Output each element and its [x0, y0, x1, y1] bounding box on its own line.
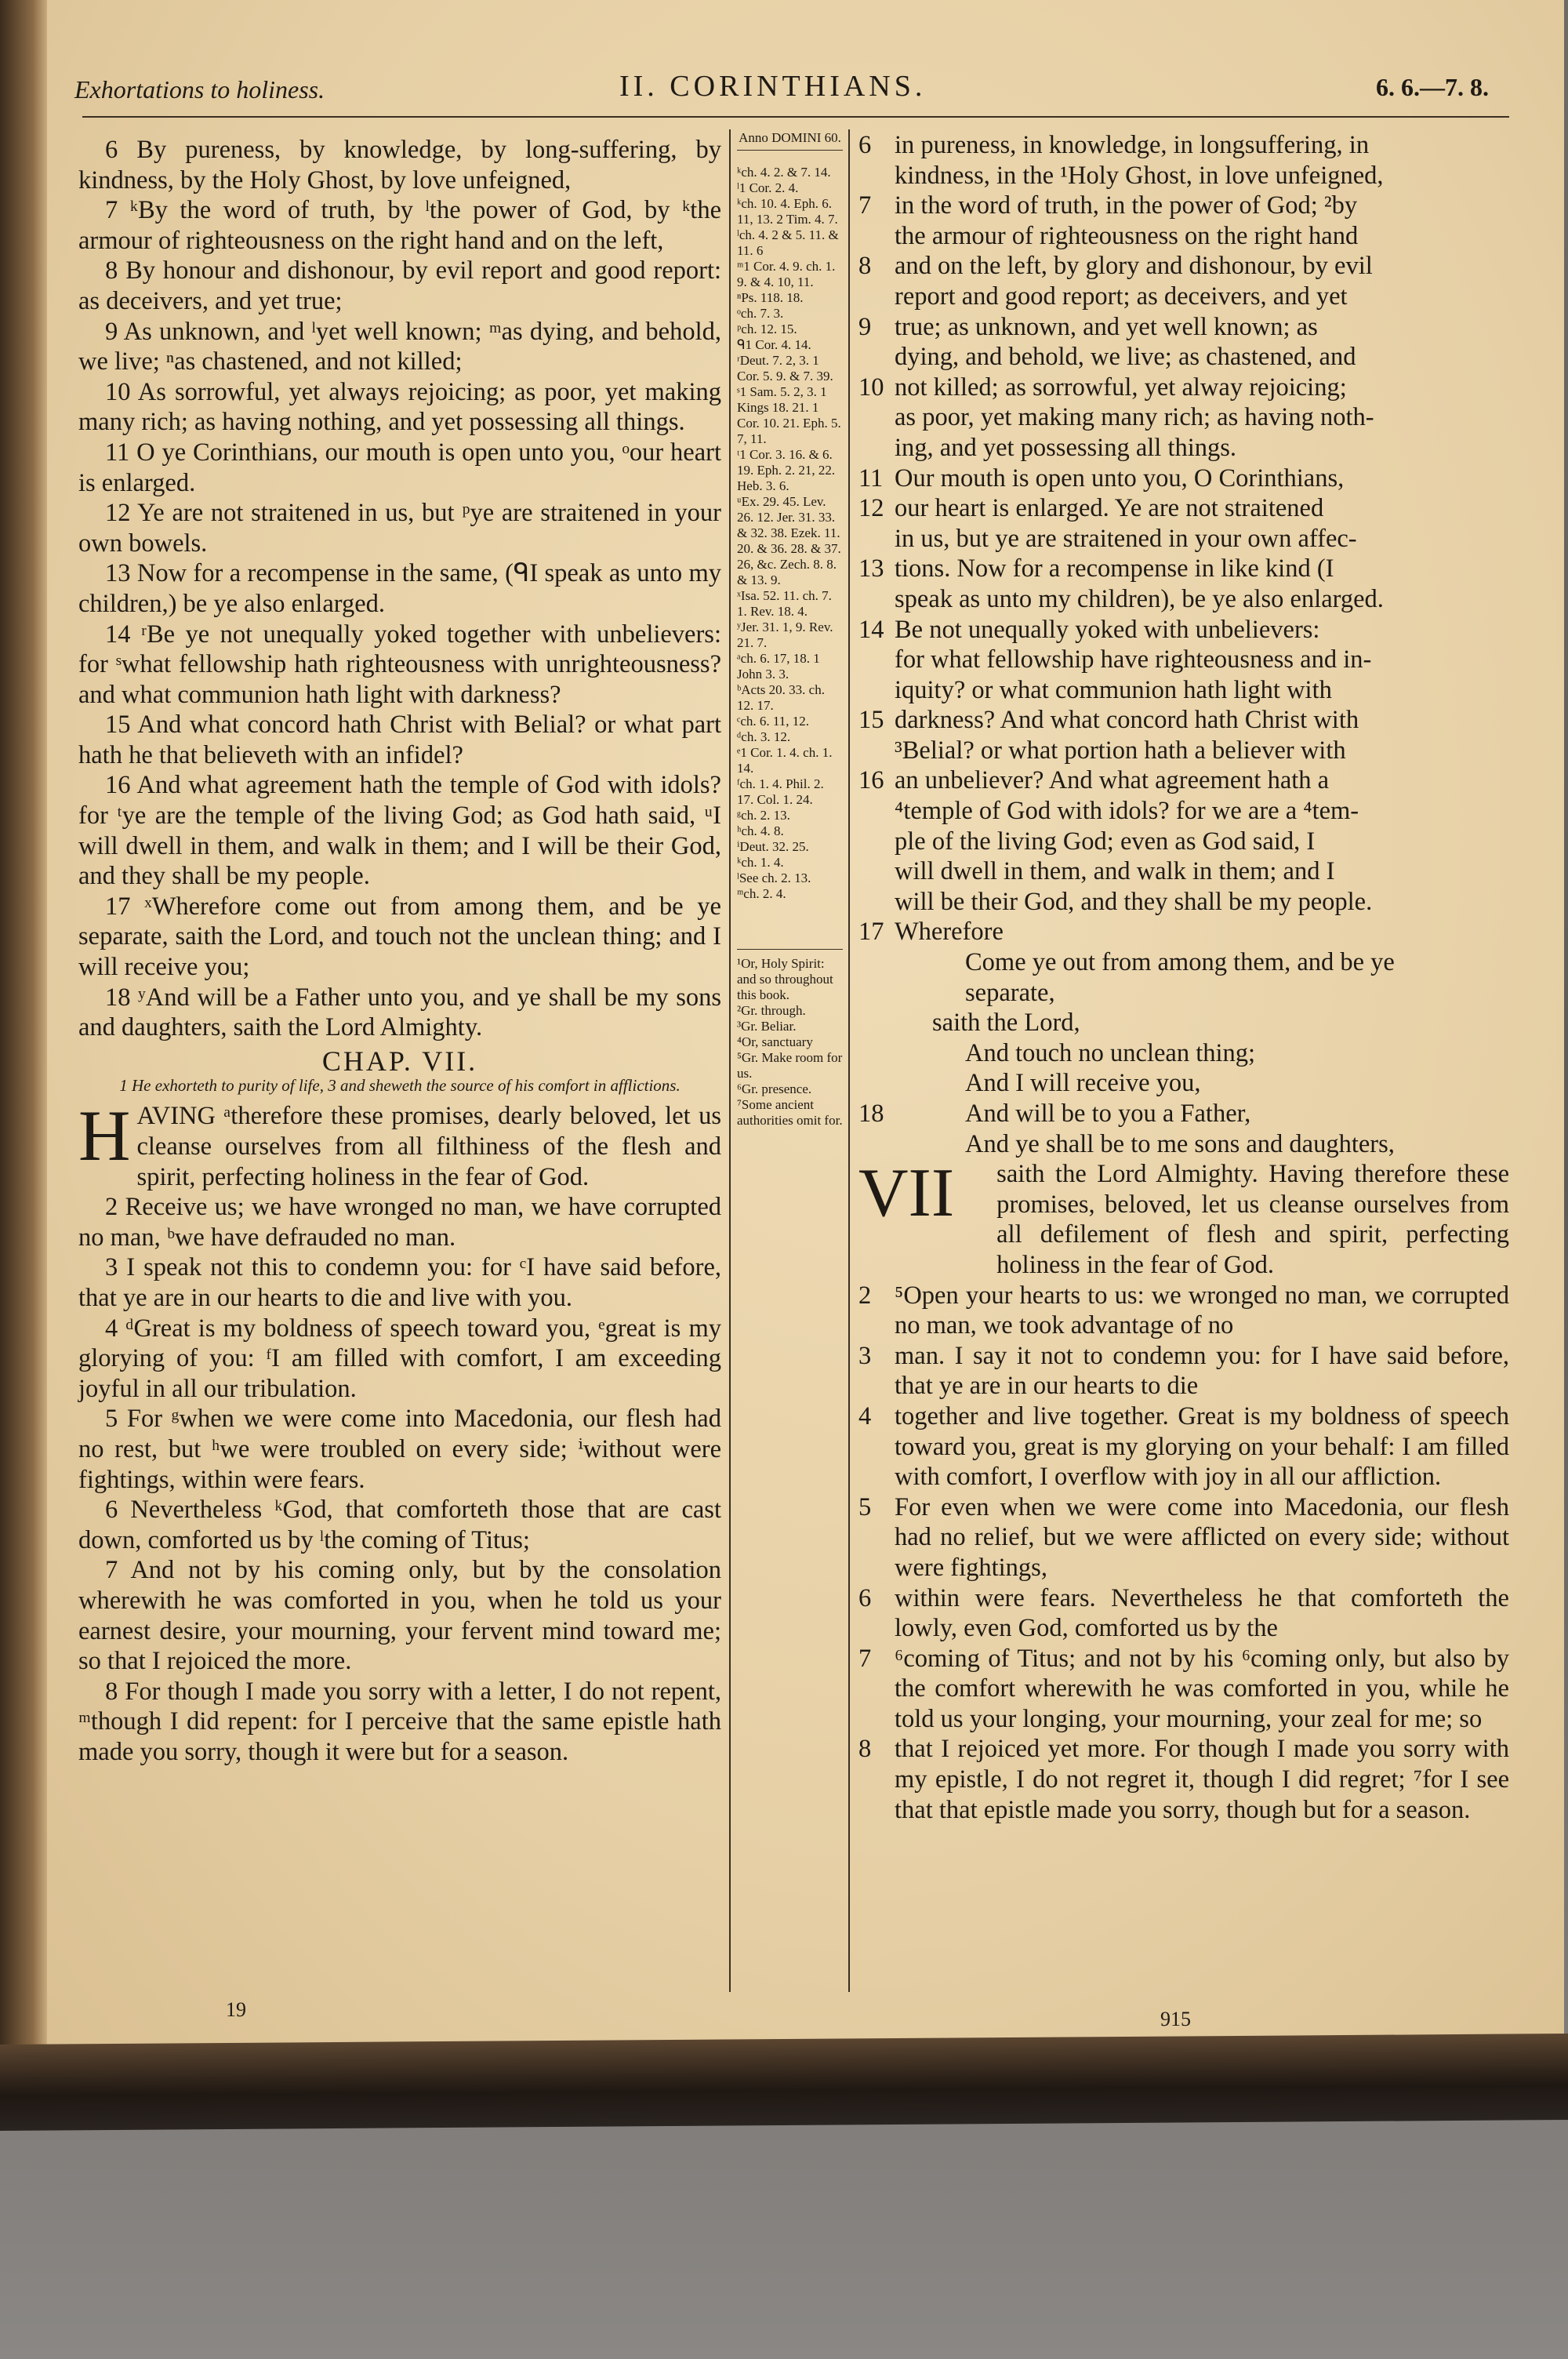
cross-reference: ᵏch. 4. 2. & 7. 14.: [737, 165, 831, 180]
verse-text: Come ye out from among them, and be ye: [965, 948, 1395, 977]
rv-chapter-7: [858, 1155, 1509, 1825]
verse-number: [858, 796, 895, 827]
margin-references: [737, 130, 843, 1129]
verse-number: [858, 645, 895, 675]
verse-text: together and live together. Great is my boldness of speech toward you, great is my glorying on your behalf: I am filled with comfort, I overflow with joy in all our affliction.: [895, 1401, 1509, 1492]
verse-line: [858, 1734, 1509, 1825]
footnote: ³Gr. Beliar.: [737, 1019, 797, 1034]
chapter-summary: 1 He exhorteth to purity of life, 3 and sheweth the source of his comfort in afflictions.: [119, 1076, 681, 1096]
cross-reference: ᵐ1 Cor. 4. 9. ch. 1. 9. & 4. 10, 11.: [737, 259, 836, 289]
verse-line: [858, 584, 1509, 615]
verse-number: [858, 827, 895, 857]
verse-text: ing, and yet possessing all things.: [895, 433, 1237, 462]
verse-number: 8: [858, 1735, 872, 1764]
chapter-7-verses: [78, 1096, 721, 1767]
page-edge: [0, 2034, 1568, 2131]
cross-reference: ʸJer. 31. 1, 9. Rev. 21. 7.: [737, 620, 833, 650]
verse: 15 And what concord hath Christ with Belial? or what part hath he that believeth with an infidel?: [78, 711, 721, 769]
verse-text: And ye shall be to me sons and daughters,: [965, 1129, 1395, 1158]
rv-drop-capital: VII: [858, 1155, 955, 1232]
cross-reference: ʰch. 4. 8.: [737, 823, 784, 838]
verse-number: [858, 161, 895, 191]
verse-line: [858, 675, 1509, 706]
verse-line: [858, 615, 1509, 645]
verse-number: [858, 1038, 895, 1069]
verse-text: man. I say it not to condemn you: for I have said before, that ye are in our hearts to die: [895, 1341, 1509, 1401]
cross-reference: ⁱDeut. 32. 25.: [737, 839, 809, 854]
cross-reference: ᵈch. 3. 12.: [737, 729, 791, 744]
verse: 8 By honour and dishonour, by evil report and good report: as deceivers, and yet true;: [78, 256, 721, 315]
verse-text: will dwell in them, and walk in them; and I: [895, 857, 1335, 886]
rv-chapter-6: [858, 130, 1509, 947]
cross-reference: ᵗ1 Cor. 3. 16. & 6. 19. Eph. 2. 21, 22. Heb. 3. 6.: [737, 447, 836, 493]
verse-text: saith the Lord,: [932, 1009, 1080, 1038]
drop-capital: H: [78, 1096, 131, 1176]
verse-line: [858, 1492, 1509, 1583]
verse-line: [858, 978, 1509, 1009]
verse-text: in us, but ye are straitened in your own affec-: [895, 524, 1357, 553]
column-divider-left: [729, 129, 731, 1992]
cross-reference: ᑫ1 Cor. 4. 14.: [737, 337, 811, 352]
verse-number: 7: [858, 1644, 872, 1673]
cross-reference: ᵐch. 2. 4.: [737, 886, 786, 901]
verse: 9 As unknown, and ˡyet well known; ᵐas dying, and behold, we live; ⁿas chastened, and not killed;: [78, 317, 721, 376]
verse: 6 By pureness, by knowledge, by long-suffering, by kindness, by the Holy Ghost, by love unfeigned,: [78, 136, 721, 194]
verse-number: 15: [858, 706, 884, 735]
cross-reference: ˢ1 Sam. 5. 2, 3. 1 Kings 18. 21. 1 Cor. 10. 21. Eph. 5. 7, 11.: [737, 384, 841, 446]
verse-line: [858, 736, 1509, 766]
verse-number: [858, 947, 895, 978]
verse-line: [858, 827, 1509, 857]
verse-line: [858, 463, 1509, 494]
verse-line: [858, 161, 1509, 191]
verse-line: [858, 433, 1509, 463]
footnote: ⁵Gr. Make room for us.: [737, 1050, 843, 1081]
footnote: ⁴Or, sanctuary: [737, 1034, 813, 1049]
anno-domini: Anno DOMINI 60.: [737, 130, 843, 151]
cross-reference: ᵇActs 20. 33. ch. 12. 17.: [737, 682, 825, 713]
verse-number: 6: [858, 1583, 872, 1612]
verse-text: iquity? or what communion hath light with: [895, 675, 1332, 704]
verse-text: kindness, in the ¹Holy Ghost, in love unfeigned,: [895, 161, 1384, 190]
verse-text: will be their God, and they shall be my people.: [895, 887, 1373, 916]
footnote: ²Gr. through.: [737, 1003, 806, 1018]
cross-reference: ᵒch. 7. 3.: [737, 306, 784, 321]
verse-number: 9: [858, 312, 872, 341]
cross-reference: ᶠch. 1. 4. Phil. 2. 17. Col. 1. 24.: [737, 776, 824, 807]
verse: AVING ᵃtherefore these promises, dearly beloved, let us cleanse ourselves from all filthiness of the flesh and spirit, perfecting holiness in the fear of God.: [136, 1102, 721, 1191]
verse-line: [858, 1401, 1509, 1492]
verse-number: 8: [858, 252, 872, 281]
chapter-6-verses: [78, 135, 721, 1043]
verse-text: the armour of righteousness on the right hand: [895, 221, 1359, 250]
verse-text: saith the Lord Almighty. Having therefore these promises, beloved, let us cleanse ourselves from all defilement of flesh and spirit, perfecting holiness in the fear of God.: [996, 1160, 1509, 1279]
verse-number: 17: [858, 918, 884, 947]
verse-text: For even when we were come into Macedonia, our flesh had no relief, but we were afflicted on every side; without were fightings,: [895, 1492, 1509, 1582]
verse-line: [858, 554, 1509, 584]
verse-text: an unbeliever? And what agreement hath a: [895, 766, 1330, 795]
verse-text: for what fellowship have righteousness and in-: [895, 645, 1372, 674]
verse-number: 6: [858, 131, 872, 159]
verse-number: 5: [858, 1492, 872, 1521]
column-divider-right: [848, 129, 850, 1992]
verse-number: [858, 524, 895, 554]
verse-text: ⁴temple of God with idols? for we are a ⁴tem-: [895, 797, 1359, 826]
verse: 13 Now for a recompense in the same, (ᑫI speak as unto my children,) be ye also enlarged.: [78, 559, 721, 618]
cross-reference: ʳDeut. 7. 2, 3. 1 Cor. 5. 9. & 7. 39.: [737, 353, 833, 383]
verse-number: 4: [858, 1401, 872, 1430]
verse-number: [858, 856, 895, 887]
cross-reference: ˡ1 Cor. 2. 4.: [737, 180, 799, 195]
signature-mark: 19: [226, 1998, 246, 2021]
footnote: ⁶Gr. presence.: [737, 1081, 812, 1096]
verse-line: [858, 1099, 1509, 1129]
verse-line: [858, 221, 1509, 252]
verse-line: [858, 887, 1509, 918]
verse-text: report and good report; as deceivers, and yet: [895, 282, 1348, 311]
verse-text: ⁶coming of Titus; and not by his ⁶coming only, but also by the comfort wherewith he was comforted in you, while he told us your longing, your mourning, your zeal for me; so: [895, 1644, 1509, 1733]
verse-line: [858, 524, 1509, 554]
verse-line: [858, 947, 1509, 978]
cross-reference: ᵘEx. 29. 45. Lev. 26. 12. Jer. 31. 33. & 32. 38. Ezek. 11. 20. & 36. 28. & 37. 26, &c. Zech. 8. 8. & 13. 9.: [737, 494, 841, 587]
chapter-verse-range: 6. 6.—7. 8.: [1376, 73, 1489, 101]
book-spine: [0, 0, 47, 2086]
page-number: 915: [1160, 2008, 1191, 2030]
verse-line: [858, 705, 1509, 736]
cross-reference: ˡch. 4. 2 & 5. 11. & 11. 6: [737, 227, 839, 258]
verse-line: [858, 645, 1509, 675]
verse-number: 18: [858, 1100, 884, 1128]
verse-text: separate,: [965, 978, 1055, 1007]
footnote: ⁷Some ancient authorities omit for.: [737, 1097, 843, 1128]
verse-number: [858, 433, 895, 463]
verse-line: [858, 1281, 1509, 1341]
verse-number: 16: [858, 766, 884, 795]
verse-number: [858, 282, 895, 312]
cross-reference: ᶜch. 6. 11, 12.: [737, 714, 810, 729]
verse-line: [858, 1008, 1509, 1038]
verse-number: [858, 584, 895, 615]
verse-text: in the word of truth, in the power of God; ²by: [895, 191, 1358, 220]
verse-line: [858, 1129, 1509, 1160]
verse-text: ⁵Open your hearts to us: we wronged no man, we corrupted no man, we took advantage of no: [895, 1281, 1509, 1340]
verse-number: [858, 887, 895, 918]
verse-text: Our mouth is open unto you, O Corinthians,: [895, 463, 1345, 493]
rv-poetry: [858, 947, 1509, 1159]
cross-reference: ˡSee ch. 2. 13.: [737, 871, 811, 885]
verse-text: ³Belial? or what portion hath a believer with: [895, 736, 1346, 765]
cross-reference: ᵃch. 6. 17, 18. 1 John 3. 3.: [737, 651, 820, 682]
verse-text: And I will receive you,: [965, 1069, 1201, 1098]
verse: 12 Ye are not straitened in us, but ᵖye are straitened in your own bowels.: [78, 499, 721, 558]
verse-line: [960, 1159, 1509, 1280]
verse-line: [858, 130, 1509, 161]
kjv-column: [78, 135, 721, 1767]
verse-number: 10: [858, 373, 884, 402]
chapter-heading: CHAP. VII.: [321, 1045, 478, 1077]
verse-text: not killed; as sorrowful, yet alway rejoicing;: [895, 373, 1347, 402]
verse-text: Wherefore: [895, 918, 1004, 947]
footnote: ¹Or, Holy Spirit: and so throughout this book.: [737, 956, 833, 1002]
book-title: II. CORINTHIANS.: [619, 70, 927, 103]
verse-number: 14: [858, 615, 884, 644]
verse-line: [858, 856, 1509, 887]
verse: 4 ᵈGreat is my boldness of speech toward you, ᵉgreat is my glorying of you: ᶠI am filled with comfort, I am exceeding joyful in all our tribulation.: [78, 1314, 721, 1403]
cross-reference: ˣIsa. 52. 11. ch. 7. 1. Rev. 18. 4.: [737, 588, 832, 619]
verse-text: speak as unto my children), be ye also enlarged.: [895, 584, 1384, 613]
verse: 3 I speak not this to condemn you: for ᶜI have said before, that ye are in our hearts to die and live with you.: [78, 1253, 721, 1312]
cross-reference: ⁿPs. 118. 18.: [737, 290, 804, 305]
verse-number: [858, 1068, 895, 1099]
verse-text: dying, and behold, we live; as chastened, and: [895, 343, 1356, 372]
verse-number: 12: [858, 494, 884, 523]
verse-line: [858, 402, 1509, 433]
verse-text: that I rejoiced yet more. For though I made you sorry with my epistle, I do not regret it, though I did regret; ⁷for I see that that epistle made you sorry, though but for a season.: [895, 1735, 1509, 1824]
verse-number: 7: [858, 191, 872, 220]
verse-text: darkness? And what concord hath Christ with: [895, 706, 1359, 735]
verse-line: [858, 191, 1509, 221]
running-head-left: Exhortations to holiness.: [74, 75, 325, 104]
verse: 8 For though I made you sorry with a letter, I do not repent, ᵐthough I did repent: for I perceive that the same epistle hath made you sorry, though it were but for a season.: [78, 1677, 721, 1766]
footnote-list: [737, 949, 843, 1129]
verse-number: [858, 342, 895, 373]
verse-text: and on the left, by glory and dishonour, by evil: [895, 252, 1373, 281]
verse: 14 ʳBe ye not unequally yoked together with unbelievers: for ˢwhat fellowship hath righteousness with unrighteousness? and what communion hath light with darkness?: [78, 620, 721, 709]
verse-text: within were fears. Nevertheless he that comforteth the lowly, even God, comforted us by the: [895, 1583, 1509, 1643]
verse-line: [858, 1644, 1509, 1735]
verse-line: [858, 373, 1509, 403]
verse-text: in pureness, in knowledge, in longsuffering, in: [895, 131, 1370, 159]
verse-line: [858, 1583, 1509, 1644]
verse-line: [858, 1038, 1509, 1069]
cross-reference: ᵍch. 2. 13.: [737, 808, 790, 823]
verse-number: 11: [858, 463, 884, 493]
verse: 6 Nevertheless ᵏGod, that comforteth those that are cast down, comforted us by ˡthe coming of Titus;: [78, 1496, 721, 1554]
verse-number: [858, 736, 895, 766]
verse: 16 And what agreement hath the temple of God with idols? for ᵗye are the temple of the living God; as God hath said, ᵘI will dwell in them, and walk in them; and I will be their God, and they shall be my people.: [78, 771, 721, 891]
verse-text: as poor, yet making many rich; as having noth-: [895, 403, 1374, 432]
verse-number: 3: [858, 1341, 872, 1370]
verse-line: [858, 1341, 1509, 1401]
verse-line: [858, 312, 1509, 343]
verse: 5 For ᵍwhen we were come into Macedonia, our flesh had no rest, but ʰwe were troubled on every side; ⁱwithout were fightings, within were fears.: [78, 1405, 721, 1494]
verse-number: [858, 1008, 895, 1038]
cross-reference: ᵏch. 10. 4. Eph. 6. 11, 13. 2 Tim. 4. 7.: [737, 196, 838, 227]
header-rule: [82, 116, 1509, 118]
verse-number: [858, 1129, 895, 1160]
verse-line: [858, 282, 1509, 312]
cross-reference: ᵏch. 1. 4.: [737, 855, 784, 870]
reference-list: [737, 165, 843, 902]
verse: 2 Receive us; we have wronged no man, we have corrupted no man, ᵇwe have defrauded no man.: [78, 1193, 721, 1252]
verse-text: true; as unknown, and yet well known; as: [895, 312, 1318, 341]
verse-number: [858, 675, 895, 706]
verse: 17 ˣWherefore come out from among them, and be ye separate, saith the Lord, and touch not the unclean thing; and I will receive you;: [78, 892, 721, 982]
verse-number: [858, 221, 895, 252]
verse-line: [858, 493, 1509, 524]
verse-line: [858, 1068, 1509, 1099]
verse-line: [858, 796, 1509, 827]
verse-line: [858, 251, 1509, 282]
verse-text: Be not unequally yoked with unbelievers:: [895, 615, 1320, 644]
verse: 10 As sorrowful, yet always rejoicing; as poor, yet making many rich; as having nothing, and yet possessing all things.: [78, 377, 721, 437]
verse-line: [858, 917, 1509, 947]
verse-text: And will be to you a Father,: [965, 1100, 1251, 1128]
verse: 18 ʸAnd will be a Father unto you, and ye shall be my sons and daughters, saith the Lord Almighty.: [78, 983, 721, 1042]
verse-number: 2: [858, 1281, 872, 1310]
rv-column: [858, 130, 1509, 1825]
verse: 7 And not by his coming only, but by the consolation wherewith he was comforted in you, when he told us your earnest desire, your mourning, your fervent mind toward me; so that I rejoiced the more.: [78, 1556, 721, 1676]
verse-line: [858, 342, 1509, 373]
cross-reference: ᵉ1 Cor. 1. 4. ch. 1. 14.: [737, 745, 833, 776]
verse-number: [960, 1159, 996, 1280]
verse-text: And touch no unclean thing;: [965, 1038, 1256, 1067]
verse-text: tions. Now for a recompense in like kind (I: [895, 554, 1334, 583]
verse-number: 13: [858, 554, 884, 583]
verse-number: [858, 978, 895, 1009]
verse: 11 O ye Corinthians, our mouth is open unto you, ᵒour heart is enlarged.: [78, 438, 721, 497]
verse-text: ple of the living God; even as God said, I: [895, 827, 1316, 856]
verse: 7 ᵏBy the word of truth, by ˡthe power of God, by ᵏthe armour of righteousness on the right hand and on the left,: [78, 196, 721, 255]
verse-line: [858, 765, 1509, 796]
verse-text: our heart is enlarged. Ye are not straitened: [895, 494, 1324, 523]
cross-reference: ᵖch. 12. 15.: [737, 322, 797, 336]
verse-number: [858, 402, 895, 433]
